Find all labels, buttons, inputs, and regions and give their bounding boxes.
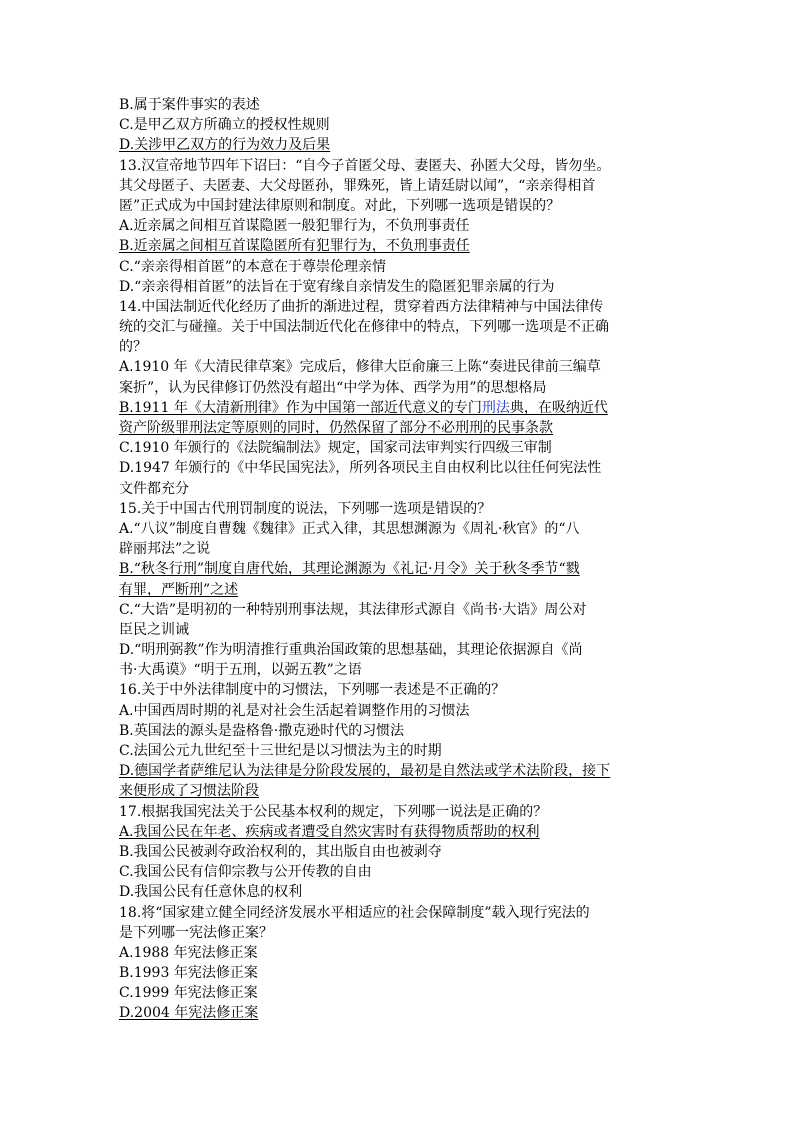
line-text: B.我国公民被剥夺政治权利的，其出版自由也被剥夺 <box>119 843 442 860</box>
line-text: D.“明刑弼教”作为明清推行重典治国政策的思想基础，其理论依据源自《尚 <box>119 642 583 659</box>
line-text: C.法国公元九世纪至十三世纪是以习惯法为主的时期 <box>119 743 442 759</box>
text-line <box>119 196 679 216</box>
line-text: A.1988 年宪法修正案 <box>119 944 258 961</box>
text-line <box>119 903 679 923</box>
text-line <box>119 620 679 640</box>
line-text: 来便形成了习惯法阶段 <box>119 783 259 800</box>
line-text: A.近亲属之间相互首谋隐匿一般犯罪行为，不负刑事责任 <box>119 218 470 235</box>
line-text: 资产阶级罪刑法定等原则的同时，仍然保留了部分不必刑刑的民事条款 <box>119 420 553 436</box>
line-text: D.2004 年宪法修正案 <box>119 1005 259 1022</box>
line-text: 其父母匿子、夫匿妻、大父母匿孙，罪殊死，皆上请廷尉以闻”，“亲亲得相首 <box>119 177 596 194</box>
text-line <box>119 680 679 700</box>
line-text: B.英国法的源头是盎格鲁·撒克逊时代的习惯法 <box>119 722 405 739</box>
line-text: 有罪，严断刑”之述 <box>119 581 239 598</box>
line-text: B.“秋冬行刑”制度自唐代始，其理论渊源为《礼记·月令》关于秋冬季节“戮 <box>119 561 580 578</box>
line-text: 17.根据我国宪法关于公民基本权利的规定，下列哪一说法是正确的？ <box>119 803 548 820</box>
text-line <box>119 640 679 660</box>
text-line <box>119 458 679 478</box>
text-line <box>119 317 679 337</box>
line-text: 文件都充分 <box>119 480 189 497</box>
text-line <box>119 499 679 519</box>
text-line <box>119 802 679 822</box>
text-line <box>119 337 679 357</box>
text-line <box>119 741 679 761</box>
line-text: 15.关于中国古代刑罚制度的说法，下列哪一选项是错误的？ <box>119 500 492 517</box>
text-line <box>119 236 679 256</box>
line-text: B.1911 年《大清新刑律》作为中国第一部近代意义的专门 <box>119 399 482 416</box>
text-line <box>119 580 679 600</box>
line-text: D.“亲亲得相首匿”的法旨在于宽宥缘自亲情发生的隐匿犯罪亲属的行为 <box>119 278 555 295</box>
text-line <box>119 943 679 963</box>
text-line <box>119 842 679 862</box>
document-page <box>119 95 679 1024</box>
text-line <box>119 277 679 297</box>
line-text-continued: 典，在吸纳近代 <box>509 399 608 416</box>
line-text: C.是甲乙双方所确立的授权性规则 <box>119 117 330 134</box>
text-line <box>119 398 679 418</box>
text-line <box>119 95 679 115</box>
line-text: 13.汉宣帝地节四年下诏曰：“自今子首匿父母、妻匿夫、孙匿大父母，皆勿坐。 <box>119 157 611 174</box>
text-line <box>119 418 679 438</box>
line-text: C.我国公民有信仰宗教与公开传教的自由 <box>119 864 372 881</box>
line-text: B.近亲属之间相互首谋隐匿所有犯罪行为，不负刑事责任 <box>119 238 470 255</box>
text-line <box>119 983 679 1003</box>
text-line <box>119 357 679 377</box>
text-line <box>119 822 679 842</box>
line-text: A.我国公民在年老、疾病或者遭受自然灾害时有获得物质帮助的权利 <box>119 823 540 840</box>
text-line <box>119 660 679 680</box>
text-line <box>119 600 679 620</box>
line-text: 书·大禹谟》“明于五刑，以弼五教”之语 <box>119 662 362 679</box>
text-line <box>119 539 679 559</box>
line-text: C.“大诰”是明初的一种特别刑事法规，其法律形式源自《尚书·大诰》周公对 <box>119 601 587 618</box>
line-text: B.属于案件事实的表述 <box>119 97 260 113</box>
hyperlink[interactable]: 刑法 <box>481 399 510 416</box>
text-line <box>119 761 679 781</box>
line-text: 案折”，认为民律修订仍然没有超出“中学为体、西学为用”的思想格局 <box>119 379 547 396</box>
text-line <box>119 479 679 499</box>
line-text: A.中国西周时期的礼是对社会生活起着调整作用的习惯法 <box>119 702 470 719</box>
text-line <box>119 156 679 176</box>
text-line <box>119 438 679 458</box>
line-text: C.“亲亲得相首匿”的本意在于尊崇伦理亲情 <box>119 258 386 275</box>
line-text: D.1947 年颁行的《中华民国宪法》，所列各项民主自由权利比以往任何宪法性 <box>119 460 602 477</box>
text-line <box>119 135 679 155</box>
line-text: 16.关于中外法律制度中的习惯法，下列哪一表述是不正确的？ <box>119 682 506 699</box>
text-line <box>119 115 679 135</box>
line-text: D.关涉甲乙双方的行为效力及后果 <box>119 137 331 154</box>
text-line <box>119 297 679 317</box>
line-text: B.1993 年宪法修正案 <box>119 965 258 982</box>
text-line <box>119 781 679 801</box>
text-line <box>119 378 679 398</box>
text-line <box>119 862 679 882</box>
text-line <box>119 559 679 579</box>
line-text: 匿”正式成为中国封建法律原则和制度。对此，下列哪一选项是错误的？ <box>119 197 561 214</box>
text-line <box>119 721 679 741</box>
line-text: 14.中国法制近代化经历了曲折的渐进过程，贯穿着西方法律精神与中国法律传 <box>119 298 604 315</box>
line-text: D.德国学者萨维尼认为法律是分阶段发展的，最初是自然法或学术法阶段，接下 <box>119 763 611 780</box>
line-text: 臣民之训诫 <box>119 621 189 638</box>
line-text: A.“八议”制度自曹魏《魏律》正式入律，其思想渊源为《周礼·秋官》的“八 <box>119 520 580 537</box>
text-line <box>119 257 679 277</box>
line-text: 是下列哪一宪法修正案？ <box>119 924 273 941</box>
text-line <box>119 923 679 943</box>
line-text: A.1910 年《大清民律草案》完成后，修律大臣俞廉三上陈“奏进民律前三编草 <box>119 359 601 376</box>
text-line <box>119 216 679 236</box>
text-line <box>119 963 679 983</box>
line-text: C.1999 年宪法修正案 <box>119 985 258 1002</box>
line-text: 辟丽邦法”之说 <box>119 541 211 558</box>
line-text: C.1910 年颁行的《法院编制法》规定，国家司法审判实行四级三审制 <box>119 440 552 457</box>
text-line <box>119 176 679 196</box>
line-text: 18.将“国家建立健全同经济发展水平相适应的社会保障制度”载入现行宪法的 <box>119 904 590 921</box>
text-line <box>119 519 679 539</box>
text-line <box>119 701 679 721</box>
text-line <box>119 1003 679 1023</box>
line-text: 统的交汇与碰撞。关于中国法制近代化在修律中的特点，下列哪一选项是不正确 <box>119 319 609 336</box>
line-text: D.我国公民有任意休息的权利 <box>119 884 303 901</box>
line-text: 的？ <box>119 339 147 356</box>
text-line <box>119 882 679 902</box>
